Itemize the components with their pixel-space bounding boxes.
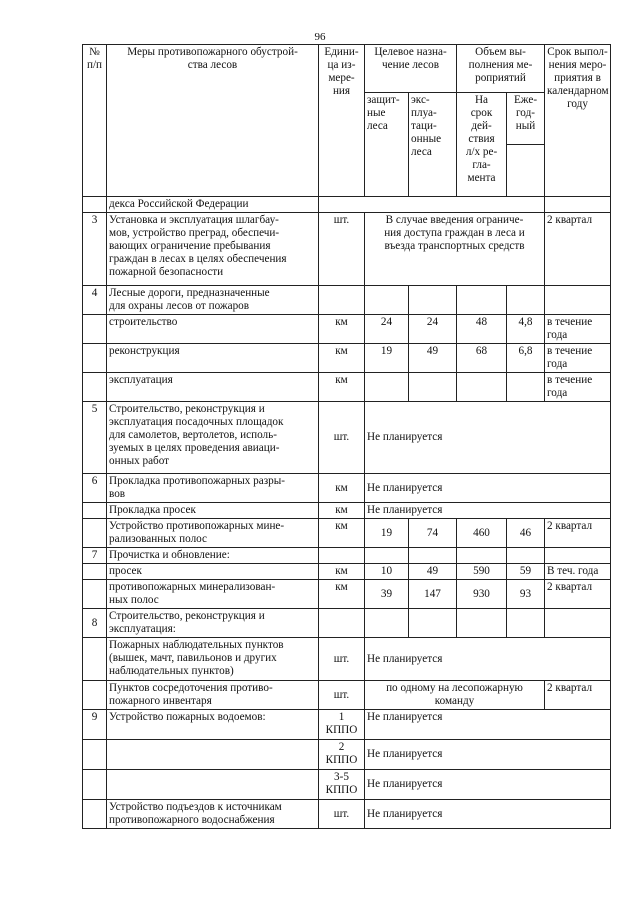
table-row <box>83 800 611 829</box>
annual-value: 6,8 <box>507 344 545 373</box>
row-number: 3 <box>83 213 107 286</box>
note-cell: по одному на лесопожарную команду <box>365 681 545 710</box>
note-cell: Не планируется <box>365 740 611 770</box>
annual-value: 93 <box>507 580 545 609</box>
table-row <box>83 315 611 344</box>
table-row <box>83 519 611 548</box>
row-number: 9 <box>83 710 107 740</box>
row-number: 8 <box>83 609 107 638</box>
regulation-value: 460 <box>457 519 507 548</box>
unit-cell: шт. <box>319 213 365 286</box>
protective-value: 19 <box>365 344 409 373</box>
header-annual-blank <box>507 145 545 197</box>
measure-text: просек <box>107 564 319 580</box>
measure-text: Устройство подъездов к источникам противопожарного водоснабжения <box>107 800 319 829</box>
header-unit: Едини- ца из- мере- ния <box>319 45 365 197</box>
deadline-cell: В теч. года <box>545 564 611 580</box>
note-cell: Не планируется <box>365 800 611 829</box>
note-cell: Не планируется <box>365 770 611 800</box>
measure-text: Строительство, реконструкция и эксплуатация: <box>107 609 319 638</box>
measure-text: Устройство пожарных водоемов: <box>107 710 319 740</box>
header-protective: защит- ные леса <box>365 93 409 197</box>
measure-text: Установка и эксплуатация шлагбау- мов, устройство преград, обеспечи- вающих ограничение пребывания граждан в лесах в целях обеспечения пожарной безопасности <box>107 213 319 286</box>
table-row <box>83 474 611 503</box>
table-row <box>83 503 611 519</box>
annual-value: 4,8 <box>507 315 545 344</box>
measure-text: строительство <box>107 315 319 344</box>
measure-text: Прочистка и обновление: <box>107 548 319 564</box>
unit-cell: км <box>319 315 365 344</box>
regulation-value: 590 <box>457 564 507 580</box>
exploitation-value: 147 <box>409 580 457 609</box>
deadline-cell: в течение года <box>545 373 611 402</box>
row-number: 4 <box>83 286 107 315</box>
measure-text: Лесные дороги, предназначенные для охраны лесов от пожаров <box>107 286 319 315</box>
measure-text: декса Российской Федерации <box>107 197 319 213</box>
header-target-purpose: Целевое назна- чение лесов <box>365 45 457 93</box>
table-row <box>83 710 611 740</box>
exploitation-value: 49 <box>409 344 457 373</box>
table-row <box>83 197 611 213</box>
unit-cell: км <box>319 503 365 519</box>
note-cell: Не планируется <box>365 710 611 740</box>
regulation-value: 930 <box>457 580 507 609</box>
protective-value: 19 <box>365 519 409 548</box>
unit-cell: км <box>319 519 365 548</box>
deadline-cell: 2 квартал <box>545 681 611 710</box>
note-cell: Не планируется <box>365 638 611 681</box>
deadline-cell: в течение года <box>545 315 611 344</box>
annual-value: 59 <box>507 564 545 580</box>
header-regulation-term: На срок дей- ствия л/х ре- гла- мента <box>457 93 507 197</box>
annual-value: 46 <box>507 519 545 548</box>
regulation-value: 68 <box>457 344 507 373</box>
row-number: 5 <box>83 402 107 474</box>
exploitation-value: 24 <box>409 315 457 344</box>
unit-cell: шт. <box>319 681 365 710</box>
measure-text: Строительство, реконструкция и эксплуатация посадочных площадок для самолетов, вертолетов, исполь- зуемых в целях проведения авиаци- онных работ <box>107 402 319 474</box>
table-row <box>83 740 611 770</box>
row-number: 6 <box>83 474 107 503</box>
header-exploitation: экс- плуа- таци- онные леса <box>409 93 457 197</box>
measure-text: эксплуатация <box>107 373 319 402</box>
unit-cell: км <box>319 564 365 580</box>
unit-cell: км <box>319 580 365 609</box>
unit-cell: км <box>319 373 365 402</box>
table-row <box>83 638 611 681</box>
unit-cell: 2 КППО <box>319 740 365 770</box>
protective-value: 24 <box>365 315 409 344</box>
table-row <box>83 580 611 609</box>
header-deadline: Срок выпол- нения меро- приятия в календарном году <box>545 45 611 197</box>
unit-cell: 3-5 КППО <box>319 770 365 800</box>
regulation-value: 48 <box>457 315 507 344</box>
protective-value: 10 <box>365 564 409 580</box>
exploitation-value: 49 <box>409 564 457 580</box>
deadline-cell: в течение года <box>545 344 611 373</box>
fire-measures-table <box>82 44 611 829</box>
table-row <box>83 681 611 710</box>
exploitation-value: 74 <box>409 519 457 548</box>
table-row <box>83 609 611 638</box>
unit-cell: км <box>319 344 365 373</box>
measure-text: Пунктов сосредоточения противо- пожарного инвентаря <box>107 681 319 710</box>
protective-value: 39 <box>365 580 409 609</box>
table-row <box>83 770 611 800</box>
measure-text: противопожарных минерализован- ных полос <box>107 580 319 609</box>
unit-cell: шт. <box>319 638 365 681</box>
measure-text: Устройство противопожарных мине- рализованных полос <box>107 519 319 548</box>
measure-text: Пожарных наблюдательных пунктов (вышек, мачт, павильонов и других наблюдательных пунктов) <box>107 638 319 681</box>
table-row <box>83 373 611 402</box>
measure-text: реконструкция <box>107 344 319 373</box>
unit-cell: 1 КППО <box>319 710 365 740</box>
table-row <box>83 213 611 286</box>
deadline-cell: 2 квартал <box>545 519 611 548</box>
table-row <box>83 344 611 373</box>
table-row <box>83 286 611 315</box>
table-row <box>83 564 611 580</box>
measure-text: Прокладка просек <box>107 503 319 519</box>
page-number: 96 <box>314 31 326 43</box>
note-cell: Не планируется <box>365 474 611 503</box>
deadline-cell: 2 квартал <box>545 580 611 609</box>
table-row <box>83 548 611 564</box>
note-cell: В случае введения ограниче- ния доступа граждан в леса и въезда транспортных средств <box>365 213 545 286</box>
unit-cell: шт. <box>319 402 365 474</box>
unit-cell: шт. <box>319 800 365 829</box>
unit-cell: км <box>319 474 365 503</box>
row-number: 7 <box>83 548 107 564</box>
measure-text: Прокладка противопожарных разры- вов <box>107 474 319 503</box>
header-num: № п/п <box>83 45 107 197</box>
header-annual: Еже- год- ный <box>507 93 545 145</box>
note-cell: Не планируется <box>365 402 611 474</box>
header-measures: Меры противопожарного обустрой- ства лесов <box>107 45 319 197</box>
header-volume: Объем вы- полнения ме- роприятий <box>457 45 545 93</box>
deadline-cell: 2 квартал <box>545 213 611 286</box>
table-row <box>83 402 611 474</box>
note-cell: Не планируется <box>365 503 611 519</box>
